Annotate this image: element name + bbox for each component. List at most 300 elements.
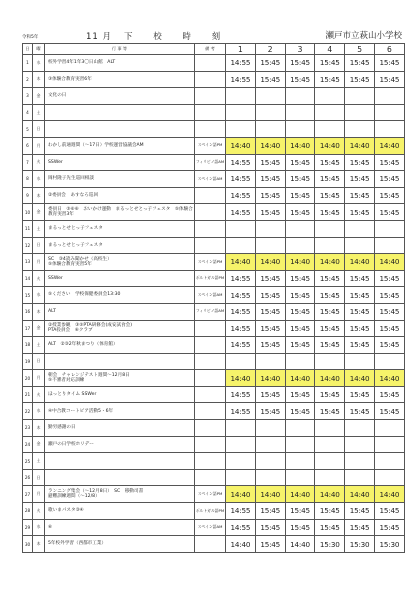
dismissal-time-cell: 15:45 [374,287,404,304]
events-cell [45,519,195,536]
event-text: 5年校外学習（西都市工業） [48,541,107,547]
dismissal-time-cell: 15:45 [315,287,345,304]
dismissal-time-cell: 14:55 [226,503,256,520]
events-cell [45,436,195,453]
note-cell [195,187,226,204]
table-row [23,420,405,437]
note-cell: フィリピノ語AM [195,303,226,320]
note-cell [195,320,226,337]
note-cell [195,370,226,387]
dismissal-time-cell [345,353,375,370]
events-cell [45,486,195,503]
dismissal-time-cell [345,453,375,470]
dismissal-time-cell: 14:40 [345,137,375,154]
dismissal-time-cell [345,220,375,237]
events-cell [45,370,195,387]
day-cell: 21 [23,386,33,403]
day-cell: 13 [23,254,33,271]
school-name: 瀬戸市立萩山小学校 [325,31,402,41]
note-cell [195,121,226,138]
event-text: ほっとりタイム SSWer [48,392,97,398]
dismissal-time-cell: 14:55 [226,287,256,304]
day-cell: 20 [23,370,33,387]
dismissal-time-cell: 15:45 [345,204,375,221]
table-row [23,154,405,171]
dismissal-time-cell [285,121,315,138]
dismissal-time-cell: 14:55 [226,154,256,171]
weekday-cell: 土 [33,220,45,237]
dismissal-time-cell: 15:45 [345,386,375,403]
note-cell [195,436,226,453]
dismissal-time-cell [345,420,375,437]
events-cell [45,503,195,520]
dismissal-time-cell: 15:45 [345,71,375,88]
dismissal-time-cell: 14:40 [345,486,375,503]
dismissal-time-cell: 15:45 [345,270,375,287]
dismissal-time-cell [345,469,375,486]
dismissal-time-cell: 15:45 [285,171,315,188]
dismissal-time-cell: 15:45 [285,55,315,72]
day-cell: 25 [23,453,33,470]
dismissal-time-cell [374,220,404,237]
weekday-cell: 月 [33,486,45,503]
events-header: 行 事 等 [45,44,195,55]
weekday-cell: 日 [33,469,45,486]
dismissal-time-cell [285,420,315,437]
event-text: ③体験合教育実習6年 [48,76,92,82]
dismissal-time-cell: 15:45 [315,154,345,171]
dismissal-time-cell: 15:45 [315,171,345,188]
events-cell [45,204,195,221]
dismissal-time-cell: 15:45 [315,519,345,536]
dismissal-time-cell [315,121,345,138]
dismissal-time-cell: 15:45 [345,403,375,420]
dismissal-time-cell: 14:55 [226,403,256,420]
table-row [23,121,405,138]
day-cell: 23 [23,420,33,437]
dismissal-time-cell: 14:55 [226,337,256,354]
day-cell: 14 [23,270,33,287]
dismissal-time-cell [226,237,256,254]
dismissal-time-cell: 15:45 [315,187,345,204]
day-cell: 5 [23,121,33,138]
dismissal-time-cell: 15:45 [285,187,315,204]
dismissal-time-cell [374,88,404,105]
dismissal-time-cell: 15:45 [285,204,315,221]
note-cell [195,88,226,105]
event-text: ④中合教コートピア活動5・6年 [48,408,114,414]
dismissal-time-cell: 15:45 [315,71,345,88]
weekday-cell: 木 [33,303,45,320]
dismissal-time-cell: 14:40 [345,254,375,271]
note-cell [195,386,226,403]
dismissal-time-cell [255,353,285,370]
period-header: 5 [345,44,375,55]
day-cell: 29 [23,519,33,536]
note-cell: スペイン語PM [195,137,226,154]
weekday-cell: 日 [33,353,45,370]
dismissal-time-cell [374,469,404,486]
dismissal-time-cell [345,121,375,138]
dismissal-time-cell: 15:45 [315,204,345,221]
period-header: 6 [374,44,404,55]
day-cell: 11 [23,220,33,237]
table-body [23,55,405,553]
dismissal-time-cell: 15:45 [345,187,375,204]
dismissal-time-cell [285,469,315,486]
dismissal-time-cell [255,220,285,237]
weekday-header: 曜 [33,44,45,55]
dismissal-time-cell: 15:45 [255,303,285,320]
weekday-cell: 水 [33,519,45,536]
weekday-cell: 土 [33,337,45,354]
dismissal-time-cell: 15:45 [315,337,345,354]
weekday-cell: 日 [33,121,45,138]
event-text: ランニング集会（～12月8日） SC 移動司書 [48,488,144,494]
table-row [23,436,405,453]
dismissal-time-cell [374,453,404,470]
dismissal-time-cell: 14:55 [226,320,256,337]
events-cell [45,403,195,420]
weekday-cell: 火 [33,154,45,171]
dismissal-time-cell: 15:45 [374,171,404,188]
dismissal-time-cell: 15:45 [374,519,404,536]
dismissal-time-cell [285,220,315,237]
day-cell: 3 [23,88,33,105]
table-row [23,303,405,320]
dismissal-time-cell: 15:45 [374,187,404,204]
day-cell: 24 [23,436,33,453]
dismissal-time-cell: 14:40 [374,254,404,271]
dismissal-time-cell: 15:45 [374,503,404,520]
day-cell: 18 [23,337,33,354]
note-cell [195,204,226,221]
dismissal-time-cell [285,88,315,105]
dismissal-time-cell: 15:45 [315,303,345,320]
events-cell [45,420,195,437]
event-text: SC ③4読み聞かせ（高校生） [48,256,112,262]
dismissal-time-cell: 15:45 [315,503,345,520]
dismissal-time-cell: 15:45 [285,154,315,171]
dismissal-time-cell: 14:40 [285,370,315,387]
weekday-cell: 木 [33,536,45,553]
events-cell [45,104,195,121]
table-row [23,254,405,271]
events-cell [45,121,195,138]
weekday-cell: 水 [33,287,45,304]
event-text: ②授業参観 ③⑤PTA研修会(成安試食会) [48,323,133,329]
note-cell [195,55,226,72]
event-text: ⑤不審者対応訓練 [48,378,85,384]
dismissal-time-cell [374,104,404,121]
note-cell: スペイン語PM [195,486,226,503]
dismissal-time-cell: 15:45 [285,337,315,354]
dismissal-time-cell [315,220,345,237]
dismissal-time-cell [315,88,345,105]
dismissal-time-cell: 14:40 [226,486,256,503]
event-text: 文化の日 [48,93,67,99]
table-row [23,71,405,88]
dismissal-time-cell [255,237,285,254]
day-cell: 16 [23,303,33,320]
dismissal-time-cell: 15:45 [345,55,375,72]
day-cell: 27 [23,486,33,503]
note-cell: スペイン語AM [195,519,226,536]
day-cell: 17 [23,320,33,337]
dismissal-time-cell [285,104,315,121]
month-label: 11 月 [86,32,113,42]
dismissal-time-cell: 14:40 [315,137,345,154]
dismissal-time-cell [315,436,345,453]
events-cell [45,536,195,553]
day-cell: 22 [23,403,33,420]
dismissal-time-cell: 15:45 [345,320,375,337]
events-cell [45,254,195,271]
dismissal-time-cell: 14:55 [226,55,256,72]
dismissal-time-cell [255,436,285,453]
note-cell [195,469,226,486]
dismissal-time-cell: 14:55 [226,204,256,221]
weekday-cell: 火 [33,503,45,520]
day-cell: 7 [23,154,33,171]
dismissal-time-cell: 14:40 [226,370,256,387]
dismissal-time-cell: 15:45 [374,303,404,320]
weekday-cell: 木 [33,420,45,437]
table-row [23,187,405,204]
events-cell [45,270,195,287]
weekday-cell: 金 [33,436,45,453]
dismissal-time-cell [315,104,345,121]
dismissal-time-cell [285,353,315,370]
events-cell [45,303,195,320]
events-cell [45,453,195,470]
event-text: 歌いまパスタ③④ [48,508,84,514]
dismissal-time-cell [315,469,345,486]
dismissal-time-cell [374,121,404,138]
table-row [23,55,405,72]
table-row [23,353,405,370]
weekday-cell: 火 [33,270,45,287]
dismissal-time-cell: 15:45 [255,403,285,420]
dismissal-time-cell: 15:45 [374,204,404,221]
dismissal-time-cell: 15:45 [285,270,315,287]
events-cell [45,386,195,403]
day-cell: 19 [23,353,33,370]
dismissal-time-cell [315,353,345,370]
dismissal-time-cell: 14:55 [226,303,256,320]
dismissal-time-cell [345,104,375,121]
table-row [23,486,405,503]
event-text: わかし前通週間（～17日）学校運営協議会AM [48,143,144,149]
events-cell [45,88,195,105]
dismissal-time-cell: 15:45 [374,55,404,72]
dismissal-time-cell: 15:45 [315,386,345,403]
note-cell [195,71,226,88]
dismissal-time-cell: 15:45 [285,287,315,304]
dismissal-time-cell: 14:55 [226,187,256,204]
day-cell: 30 [23,536,33,553]
dismissal-time-cell [374,353,404,370]
dismissal-time-cell: 14:55 [226,270,256,287]
dismissal-time-cell [226,220,256,237]
weekday-cell: 日 [33,237,45,254]
table-row [23,403,405,420]
dismissal-time-cell [226,88,256,105]
day-cell: 26 [23,469,33,486]
dismissal-time-cell: 15:45 [285,519,315,536]
dismissal-time-cell [374,436,404,453]
dismissal-time-cell: 14:40 [226,254,256,271]
note-cell [195,237,226,254]
weekday-cell: 木 [33,71,45,88]
dismissal-time-cell: 15:45 [255,154,285,171]
events-cell [45,187,195,204]
weekday-cell: 水 [33,55,45,72]
dismissal-time-cell [285,436,315,453]
note-cell: スペイン語PM [195,254,226,271]
event-text: ⑤体験合教育実習5年 [48,261,92,267]
table-row [23,453,405,470]
document-title: 下 校 時 刻 [124,32,230,42]
table-row [23,320,405,337]
event-text: 委員日 ⑤⑥⑥ おいかけ運動 まるっとせとっ子フェスタ ⑤体験合教育実習3年 [48,206,193,218]
dismissal-time-cell: 15:45 [345,287,375,304]
note-cell [195,104,226,121]
dismissal-time-cell: 14:40 [374,137,404,154]
table-header-row [23,44,405,55]
era-label: 令和5年 [22,35,39,40]
events-cell [45,220,195,237]
events-cell [45,55,195,72]
dismissal-time-cell [255,420,285,437]
table-row [23,137,405,154]
events-cell [45,154,195,171]
weekday-cell: 金 [33,88,45,105]
event-text: 岡村隆子先生巡回相談 [48,176,94,182]
events-cell [45,287,195,304]
dismissal-time-cell [285,237,315,254]
weekday-cell: 金 [33,320,45,337]
table-row [23,469,405,486]
event-text: 校外学習4年1年3〇日山館 ALT [48,60,116,66]
table-row [23,287,405,304]
dismissal-time-cell: 15:45 [374,403,404,420]
dismissal-time-cell: 15:45 [374,71,404,88]
weekday-cell: 火 [33,386,45,403]
weekday-cell: 土 [33,104,45,121]
event-text: SSWer [48,159,63,165]
weekday-cell: 土 [33,453,45,470]
dismissal-time-cell: 15:45 [255,270,285,287]
note-cell: ポルトガル語PM [195,503,226,520]
day-cell: 10 [23,204,33,221]
dismissal-time-cell: 14:40 [374,486,404,503]
dismissal-time-cell: 15:45 [374,320,404,337]
day-cell: 1 [23,55,33,72]
dismissal-time-cell [345,88,375,105]
weekday-cell: 月 [33,370,45,387]
weekday-cell: 月 [33,137,45,154]
dismissal-time-cell: 15:45 [255,71,285,88]
dismissal-time-cell: 15:30 [315,536,345,553]
period-header: 4 [315,44,345,55]
event-text: ⑤ください 学校保健委員会13:30 [48,292,121,298]
dismissal-time-cell [255,469,285,486]
table-row [23,220,405,237]
events-cell [45,337,195,354]
note-cell: ポルトガル語PM [195,270,226,287]
table-row [23,88,405,105]
dismissal-time-cell: 15:45 [285,386,315,403]
event-text: 避難訓練週間（～12/8） [48,494,100,500]
dismissal-time-cell [226,121,256,138]
dismissal-time-cell: 15:45 [315,270,345,287]
dismissal-time-cell: 14:40 [315,254,345,271]
dismissal-time-cell: 14:40 [285,536,315,553]
day-cell: 8 [23,171,33,188]
table-row [23,337,405,354]
event-text: SSWer [48,275,63,281]
note-cell: スペイン語AM [195,171,226,188]
day-cell: 2 [23,71,33,88]
dismissal-time-cell [255,104,285,121]
event-text: 勤労感謝の日 [48,425,76,431]
dismissal-time-cell: 14:40 [255,486,285,503]
dismissal-time-cell: 15:45 [255,187,285,204]
table-row [23,104,405,121]
day-cell: 28 [23,503,33,520]
event-text: ALT ②③2年秋まつり（体育館） [48,342,118,348]
dismissal-time-cell: 14:40 [255,137,285,154]
weekday-cell: 水 [33,171,45,188]
dismissal-time-cell [226,453,256,470]
dismissal-time-cell: 15:45 [285,403,315,420]
dismissal-time-cell: 14:55 [226,386,256,403]
dismissal-time-cell: 15:45 [315,403,345,420]
day-cell: 12 [23,237,33,254]
dismissal-time-cell: 15:45 [345,519,375,536]
dismissal-time-cell: 14:40 [255,370,285,387]
dismissal-time-cell [315,420,345,437]
events-cell [45,320,195,337]
dismissal-time-cell: 15:45 [374,270,404,287]
note-cell [195,353,226,370]
note-cell [195,453,226,470]
table-row [23,204,405,221]
day-cell: 4 [23,104,33,121]
weekday-cell: 金 [33,204,45,221]
dismissal-time-cell [345,436,375,453]
table-row [23,503,405,520]
day-cell: 6 [23,137,33,154]
dismissal-time-cell: 15:45 [255,386,285,403]
dismissal-time-cell: 14:40 [285,137,315,154]
dismissal-time-cell: 15:45 [315,320,345,337]
dismissal-time-cell: 15:45 [345,303,375,320]
dismissal-time-cell: 15:45 [374,154,404,171]
dismissal-time-cell: 15:45 [374,337,404,354]
dismissal-time-cell: 15:45 [315,55,345,72]
weekday-cell: 月 [33,254,45,271]
dismissal-time-cell [374,237,404,254]
events-cell [45,137,195,154]
dismissal-time-cell: 15:45 [285,303,315,320]
dismissal-time-cell [226,104,256,121]
table-row [23,536,405,553]
document-header [22,28,406,44]
dismissal-time-cell: 14:55 [226,71,256,88]
dismissal-time-cell: 15:45 [285,71,315,88]
